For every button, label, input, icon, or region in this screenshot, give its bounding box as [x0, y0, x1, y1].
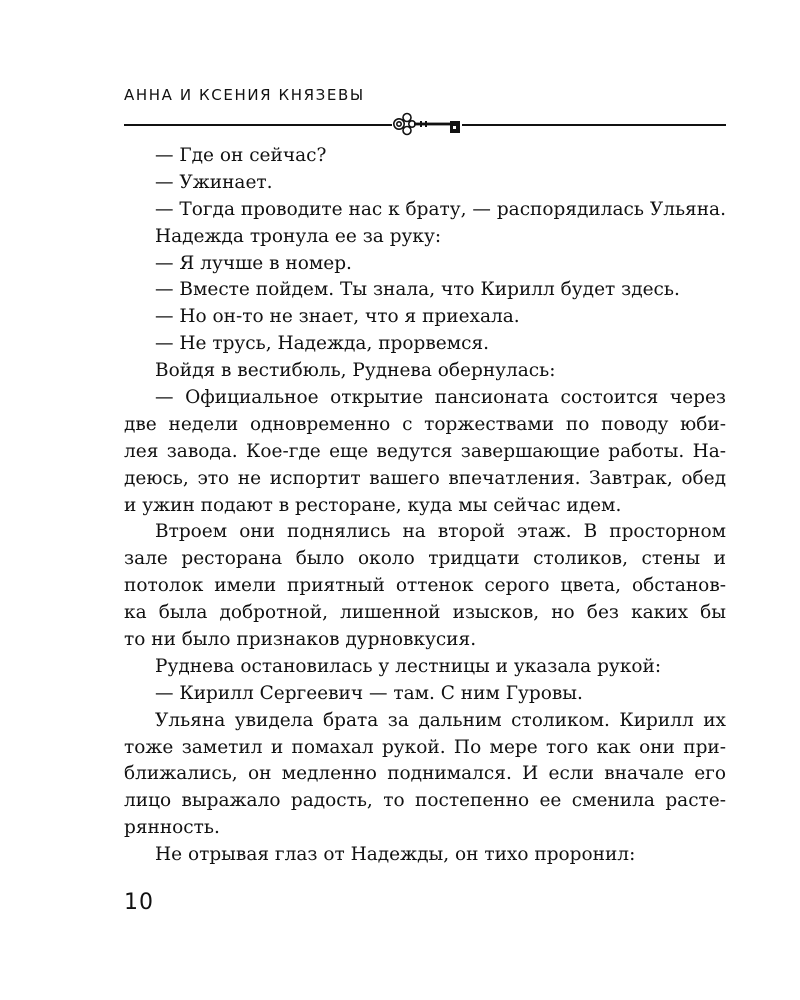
text-line: — Но он-то не знает, что я приехала. [155, 306, 520, 328]
header-rule-right [462, 124, 726, 126]
key-icon [390, 111, 464, 137]
running-head: АННА И КСЕНИЯ КНЯЗЕВЫ [124, 86, 365, 104]
text-line: — Вместе пойдем. Ты знала, что Кирилл будет здесь. [155, 279, 680, 301]
text-line: Ульяна увидела брата за дальним столиком. Кирилл их [155, 709, 726, 731]
text-line: две недели одновременно с торжествами по поводу юби- [124, 413, 726, 435]
text-line: — Тогда проводите нас к брату, — распорядилась Ульяна. [155, 198, 726, 220]
text-line: Втроем они поднялись на второй этаж. В просторном [155, 521, 726, 543]
text-line: потолок имели приятный оттенок серого цвета, обстанов- [124, 575, 726, 597]
body-text [124, 143, 726, 869]
text-line: — Кирилл Сергеевич — там. С ним Гуровы. [155, 682, 583, 704]
text-line: рянность. [124, 817, 220, 839]
text-line: то ни было признаков дурновкусия. [124, 629, 477, 651]
text-line: — Не трусь, Надежда, прорвемся. [155, 333, 490, 355]
text-line: — Ужинает. [155, 171, 273, 193]
text-line: — Где он сейчас? [155, 145, 327, 166]
text-line: тоже заметил и помахал рукой. По мере того как они при- [124, 736, 726, 758]
text-line: — Официальное открытие пансионата состоится через [155, 387, 726, 409]
text-line: лея завода. Кое-где еще ведутся завершающие работы. На- [124, 440, 726, 462]
text-line: и ужин подают в ресторане, куда мы сейчас идем. [124, 494, 622, 516]
header-rule-left [124, 124, 392, 126]
text-line: деюсь, это не испортит вашего впечатления. Завтрак, обед [124, 467, 726, 489]
text-line: зале ресторана было около тридцати столиков, стены и [124, 548, 726, 570]
page-number: 10 [124, 890, 154, 915]
text-line: Надежда тронула ее за руку: [155, 225, 442, 247]
text-line: Войдя в вестибюль, Руднева обернулась: [155, 360, 556, 382]
text-line: — Я лучше в номер. [155, 252, 352, 274]
text-line: Руднева остановилась у лестницы и указала рукой: [155, 655, 662, 677]
text-line: лицо выражало радость, то постепенно ее сменила расте- [124, 790, 726, 812]
text-line: ближались, он медленно поднимался. И если вначале его [124, 763, 726, 785]
text-line: Не отрывая глаз от Надежды, он тихо проронил: [155, 844, 636, 866]
text-line: ка была добротной, лишенной изысков, но без каких бы [124, 602, 726, 624]
